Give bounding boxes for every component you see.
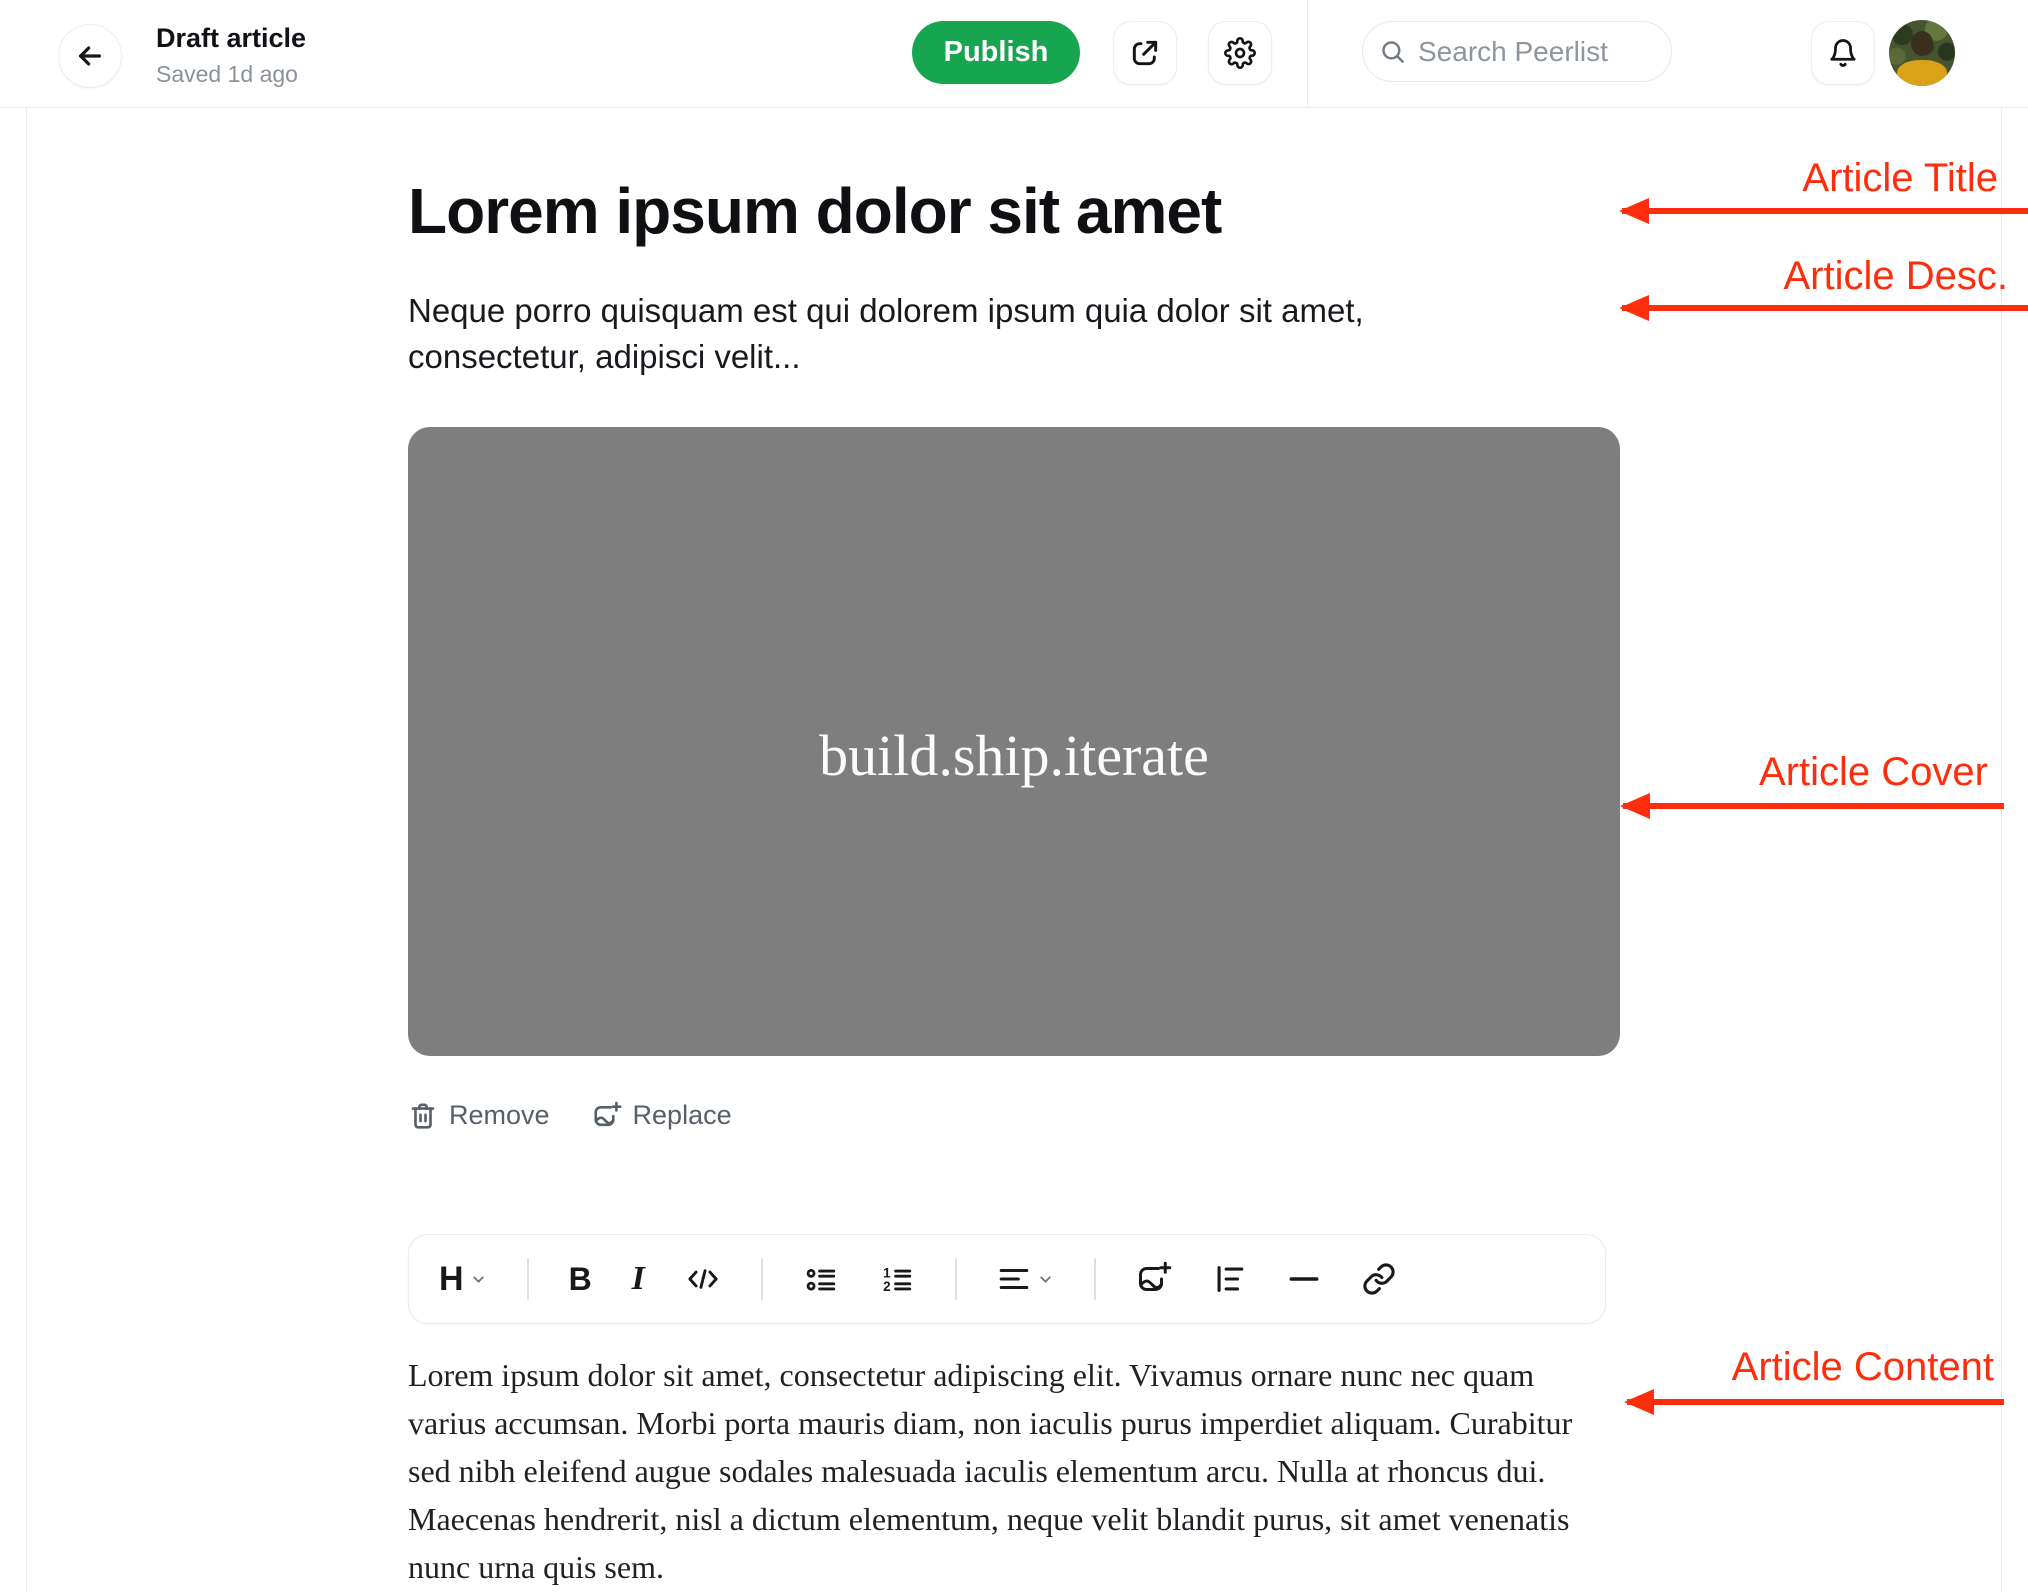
toolbar-divider	[1094, 1258, 1096, 1300]
bullet-list-button[interactable]	[803, 1262, 839, 1296]
toolbar-divider	[527, 1258, 529, 1300]
remove-label: Remove	[449, 1100, 550, 1130]
search-icon	[1379, 38, 1406, 65]
ordered-list-icon	[879, 1262, 915, 1296]
horizontal-rule-button[interactable]	[1286, 1262, 1322, 1296]
annotation-arrow-title	[1622, 208, 2028, 214]
heading-menu-button[interactable]	[439, 1262, 487, 1296]
annotation-label-title: Article Title	[1802, 156, 1998, 200]
annotation-arrow-cover	[1623, 803, 2004, 809]
align-menu-button[interactable]	[997, 1262, 1054, 1296]
arrow-left-icon	[74, 40, 106, 72]
outline-list-icon	[1212, 1262, 1246, 1296]
code-button[interactable]	[685, 1262, 721, 1296]
annotation-arrow-content	[1627, 1399, 2004, 1405]
horizontal-rule-icon	[1286, 1262, 1322, 1296]
bold-button[interactable]	[569, 1263, 592, 1295]
description-line: Neque porro quisquam est qui dolorem ipsum quia dolor sit amet,	[408, 292, 1364, 329]
article-description-field[interactable]	[408, 288, 1620, 380]
toolbar-divider	[761, 1258, 763, 1300]
outline-button[interactable]	[1212, 1262, 1246, 1296]
italic-button[interactable]	[632, 1262, 645, 1296]
preview-link-button[interactable]	[1113, 21, 1177, 85]
editor-header	[0, 0, 2028, 108]
gear-icon	[1224, 37, 1256, 69]
code-icon	[685, 1262, 721, 1296]
annotation-arrow-desc	[1622, 305, 2028, 311]
link-icon	[1362, 1262, 1396, 1296]
bold-icon: B	[568, 1261, 592, 1297]
page-left-border	[26, 0, 27, 1592]
svg-text:1: 1	[883, 1265, 891, 1281]
draft-title: Draft article	[156, 23, 307, 53]
editor-toolbar	[408, 1234, 1606, 1324]
image-add-icon	[592, 1101, 622, 1131]
remove-cover-button[interactable]	[408, 1100, 550, 1131]
align-left-icon	[997, 1262, 1031, 1296]
article-content-editor[interactable]: Lorem ipsum dolor sit amet, consectetur adipiscing elit. Vivamus ornare nunc nec quam varius accumsan. Morbi porta mauris diam, non iaculis purus imperdiet aliquam. Curabitur sed nibh eleifend augue sodales malesuada iaculis elementum arcu. Nulla at rhoncus dui. Maecenas hendrerit, nisl a dictum elementum, neque velit blandit purus, sit amet venenatis nunc urna quis sem.	[408, 1357, 1573, 1585]
insert-image-button[interactable]	[1136, 1261, 1172, 1297]
image-add-icon	[1136, 1261, 1172, 1297]
back-button[interactable]	[58, 24, 122, 88]
cover-image-text: build.ship.iterate	[819, 723, 1209, 788]
ordered-list-button[interactable]	[879, 1262, 915, 1296]
saved-status: Saved 1d ago	[156, 61, 298, 87]
trash-icon	[408, 1101, 438, 1131]
description-line: consectetur, adipisci velit...	[408, 338, 801, 375]
italic-icon: I	[631, 1260, 645, 1297]
article-cover-image	[408, 427, 1620, 1056]
toolbar-divider	[955, 1258, 957, 1300]
cover-controls	[408, 1100, 732, 1131]
user-avatar[interactable]	[1889, 20, 1955, 86]
chevron-down-icon	[470, 1271, 487, 1288]
svg-text:2: 2	[883, 1278, 891, 1294]
search-input[interactable]	[1416, 35, 1640, 69]
heading-icon: H	[439, 1260, 464, 1298]
notifications-button[interactable]	[1811, 21, 1875, 85]
bullet-list-icon	[803, 1262, 839, 1296]
page-right-border	[2001, 0, 2002, 1592]
annotation-label-content: Article Content	[1731, 1345, 1994, 1389]
article-title-field[interactable]: Lorem ipsum dolor sit amet	[408, 175, 1222, 247]
replace-label: Replace	[632, 1100, 732, 1130]
avatar-photo	[1911, 31, 1933, 56]
settings-button[interactable]	[1208, 21, 1272, 85]
bell-icon	[1828, 38, 1858, 68]
link-button[interactable]	[1362, 1262, 1396, 1296]
header-divider	[1307, 0, 1308, 107]
search-bar[interactable]	[1362, 21, 1672, 82]
replace-cover-button[interactable]	[592, 1100, 732, 1131]
publish-button[interactable]: Publish	[912, 21, 1080, 84]
annotation-label-desc: Article Desc.	[1783, 254, 2008, 298]
chevron-down-icon	[1037, 1271, 1054, 1288]
draft-status-block	[156, 22, 306, 88]
external-link-icon	[1129, 37, 1161, 69]
annotation-label-cover: Article Cover	[1759, 750, 1988, 794]
